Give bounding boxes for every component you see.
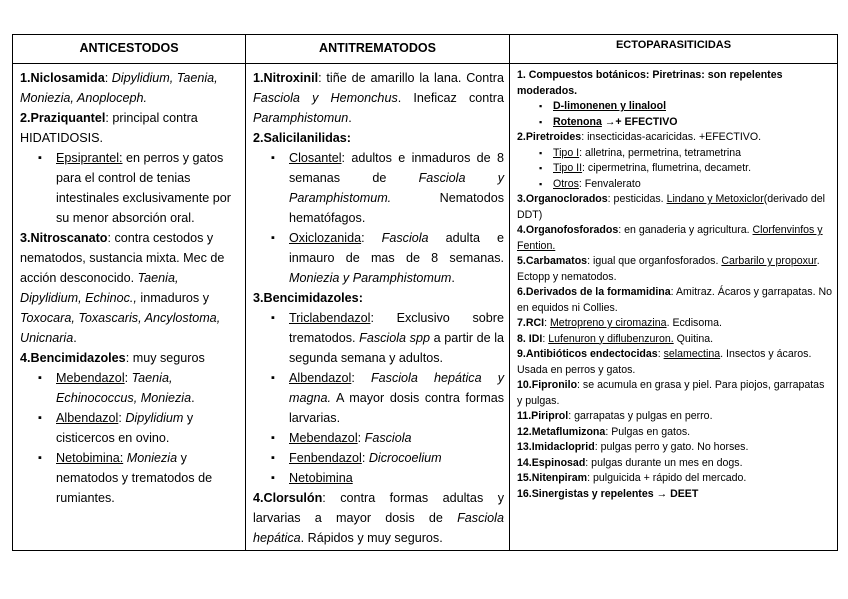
praziquantel-entry: 2.Praziquantel: principal contra HIDATIDOSIS. <box>20 111 198 145</box>
piriprol-entry: 11.Piriprol: garrapatas y pulgas en perro. <box>517 410 713 422</box>
bencimidazoles-entry: 3.Bencimidazoles: <box>253 291 363 305</box>
formamidina-entry: 6.Derivados de la formamidina: Amitraz. Ácaros y garrapatas. No en equidos ni Collies. <box>517 286 832 314</box>
list-item: ▪ Netobimina: Moniezia y nematodos y trematodos de rumiantes. <box>20 448 240 508</box>
list-item: ▪ D-limonenen y linalool <box>517 99 832 115</box>
niclosamida-entry: 1.Niclosamida: Dipylidium, Taenia, Moniezia, Anoploceph. <box>20 71 218 105</box>
list-item: ▪ Triclabendazol: Exclusivo sobre trematodos. Fasciola spp a partir de la segunda semana y adultos. <box>253 308 504 368</box>
drug-table <box>12 34 838 551</box>
bencimidazoles-entry: 4.Bencimidazoles: muy seguros <box>20 351 205 365</box>
botanicos-sublist <box>517 99 832 130</box>
list-item: ▪ Closantel: adultos e inmaduros de 8 semanas de Fasciola y Paramphistomum. Nematodos hematófagos. <box>253 148 504 228</box>
antitrematodos-cell <box>246 64 510 551</box>
content-row <box>13 64 838 551</box>
list-item: ▪ Albendazol: Dipylidium y cisticercos en ovino. <box>20 408 240 448</box>
idi-entry: 8. IDI: Lufenuron y diflubenzuron. Quitina. <box>517 332 714 345</box>
header-antitrematodos: ANTITREMATODOS <box>246 35 510 64</box>
nitenpiram-entry: 15.Nitenpiram: pulguicida + rápido del mercado. <box>517 472 747 484</box>
bencimidazoles-sublist <box>253 308 504 488</box>
salicilanilidas-sublist <box>253 148 504 288</box>
fipronilo-entry: 10.Fipronilo: se acumula en grasa y piel. Para piojos, garrapatas y pulgas. <box>517 379 825 407</box>
ectoparasiticidas-cell <box>510 64 838 551</box>
header-anticestodos: ANTICESTODOS <box>13 35 246 64</box>
bencimidazoles-sublist <box>20 368 240 508</box>
carbamatos-entry: 5.Carbamatos: igual que organfosforados. Carbarilo y propoxur. Ectopp y nematodos. <box>517 255 820 283</box>
anticestodos-cell <box>13 64 246 551</box>
sinergistas-entry: 16.Sinergistas y repelentes → DEET <box>517 487 699 500</box>
list-item: ▪ Mebendazol: Fasciola <box>253 428 504 448</box>
list-item: ▪ Epsiprantel: en perros y gatos para el control de tenias intestinales exclusivamente por su menor absorción oral. <box>20 148 240 228</box>
organoclorados-entry: 3.Organoclorados: pesticidas. Lindano y Metoxiclor(derivado del DDT) <box>517 193 825 221</box>
imidacloprid-entry: 13.Imidacloprid: pulgas perro y gato. No horses. <box>517 441 749 453</box>
list-item: ▪ Tipo II: cipermetrina, flumetrina, decametr. <box>517 161 832 177</box>
praziquantel-sublist <box>20 148 240 228</box>
list-item: ▪ Rotenona →+ EFECTIVO <box>517 115 832 131</box>
list-item: ▪ Albendazol: Fasciola hepática y magna. A mayor dosis contra formas larvarias. <box>253 368 504 428</box>
header-ectoparasiticidas: ECTOPARASITICIDAS <box>510 35 838 64</box>
espinosad-entry: 14.Espinosad: pulgas durante un mes en dogs. <box>517 456 743 469</box>
clorsulon-entry: 4.Clorsulón: contra formas adultas y larvarias a mayor dosis de Fasciola hepática. Rápidos y muy seguros. <box>253 491 504 545</box>
list-item: ▪ Oxiclozanida: Fasciola adulta e inmauro de mas de 8 semanas. Moniezia y Paramphistomum. <box>253 228 504 288</box>
metaflumizona-entry: 12.Metaflumizona: Pulgas en gatos. <box>517 425 691 438</box>
nitroscanato-entry: 3.Nitroscanato: contra cestodos y nematodos, sustancia mixta. Mec de acción desconocido. Taenia, Dipylidium, Echinoc., inmaduros y Toxocara, Toxascaris, Ancylostoma, Unicnaria. <box>20 231 225 345</box>
piretroides-sublist <box>517 146 832 193</box>
nitroxinil-entry: 1.Nitroxinil: tiñe de amarillo la lana. Contra Fasciola y Hemonchus. Ineficaz contra Paramphistomun. <box>253 71 505 125</box>
list-item: ▪ Netobimina <box>253 468 504 488</box>
header-row <box>13 35 838 64</box>
piretroides-entry: 2.Piretroides: insecticidas-acaricidas. +EFECTIVO. <box>517 131 762 143</box>
rci-entry: 7.RCI: Metropreno y ciromazina. Ecdisoma. <box>517 317 722 329</box>
botanicos-entry: 1. Compuestos botánicos: Piretrinas: son repelentes moderados. <box>517 69 783 97</box>
antibioticos-entry: 9.Antibióticos endectocidas: selamectina. Insectos y ácaros. Usada en perros y gatos. <box>517 348 812 376</box>
list-item: ▪ Mebendazol: Taenia, Echinococcus, Moniezia. <box>20 368 240 408</box>
salicilanilidas-entry: 2.Salicilanilidas: <box>253 131 351 145</box>
organofosforados-entry: 4.Organofosforados: en ganaderia y agricultura. Clorfenvinfos y Fention. <box>517 224 823 252</box>
list-item: ▪ Fenbendazol: Dicrocoelium <box>253 448 504 468</box>
list-item: ▪ Tipo I: alletrina, permetrina, tetrametrina <box>517 146 832 162</box>
list-item: ▪ Otros: Fenvalerato <box>517 177 832 193</box>
